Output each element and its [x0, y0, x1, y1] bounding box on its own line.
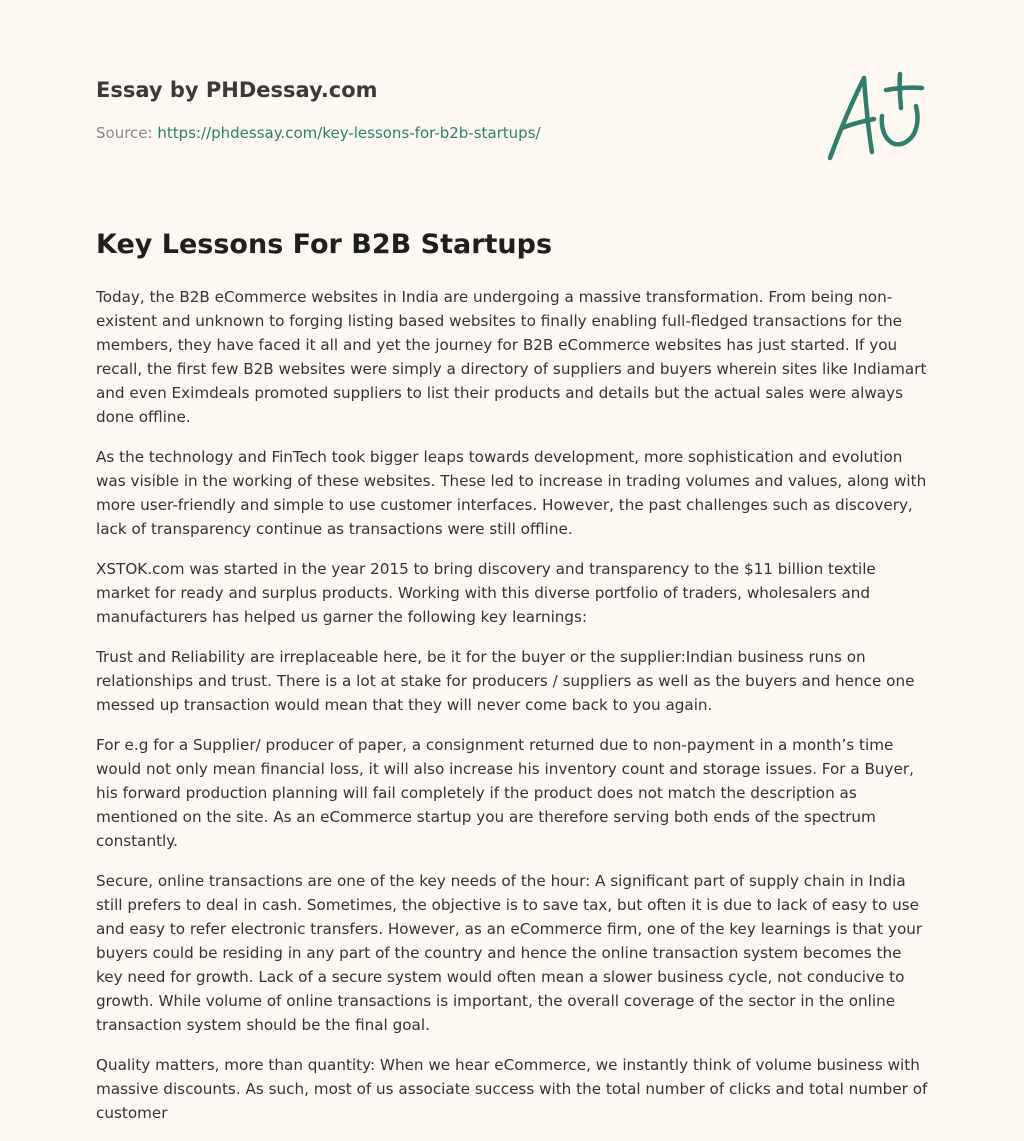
paragraph: Trust and Reliability are irreplaceable here, be it for the buyer or the supplier:Indian business runs on relationships and trust. There is a lot at stake for producers / suppliers as well as the buyers and hence one messed up transaction would mean that they will never come back to you again.	[96, 648, 915, 714]
article-body	[96, 285, 932, 1141]
paragraph: Today, the B2B eCommerce websites in India are undergoing a massive transformation. From being non-existent and unknown to forging listing based websites to finally enabling full-fledged transactions for the members, they have faced it all and yet the journey for B2B eCommerce websites has just started. If you recall, the first few B2B websites were simply a directory of suppliers and buyers wherein sites like Indiamart and even Eximdeals promoted suppliers to list their products and details but the actual sales were always done offline.	[96, 288, 927, 426]
brand-title: Essay by PHDessay.com	[96, 78, 378, 102]
paragraph: XSTOK.com was started in the year 2015 to bring discovery and transparency to the $11 billion textile market for ready and surplus products. Working with this diverse portfolio of traders, wholesalers and manufacturers has helped us garner the following key learnings:	[96, 560, 876, 626]
article-title: Key Lessons For B2B Startups	[96, 229, 553, 260]
paragraph: For e.g for a Supplier/ producer of paper, a consignment returned due to non-payment in a month’s time would not only mean financial loss, it will also increase his inventory count and storage issues. For a Buyer, his forward production planning will fail completely if the product does not match the description as mentioned on the site. As an eCommerce startup you are therefore serving both ends of the spectrum constantly.	[96, 736, 914, 850]
source-line	[96, 124, 541, 142]
paragraph: Secure, online transactions are one of the key needs of the hour: A significant part of supply chain in India still prefers to deal in cash. Sometimes, the objective is to save tax, but often it is due to lack of easy to use and easy to refer electronic transfers. However, as an eCommerce firm, one of the key learnings is that your buyers could be residing in any part of the country and hence the online transaction system becomes the key need for growth. Lack of a secure system would often mean a slower business cycle, not conducive to growth. While volume of online transactions is important, the overall coverage of the sector in the online transaction system should be the final goal.	[96, 872, 923, 1034]
swoosh-stroke	[882, 106, 918, 144]
source-label: Source:	[96, 124, 153, 142]
a-plus-grade-icon	[820, 66, 930, 166]
plus-horizontal-stroke	[886, 88, 922, 90]
essay-header	[96, 76, 796, 142]
a-right-stroke	[864, 78, 872, 152]
paragraph: Quality matters, more than quantity: When we hear eCommerce, we instantly think of volume business with massive discounts. As such, most of us associate success with the total number of clicks and total number of customer	[96, 1056, 928, 1122]
a-plus-logo-svg	[820, 66, 930, 166]
a-left-stroke	[830, 78, 864, 158]
plus-vertical-stroke	[900, 74, 901, 108]
paragraph: As the technology and FinTech took bigger leaps towards development, more sophistication and evolution was visible in the working of these websites. These led to increase in trading volumes and values, along with more user-friendly and simple to use customer interfaces. However, the past challenges such as discovery, lack of transparency continue as transactions were still offline.	[96, 448, 927, 538]
source-link[interactable]: https://phdessay.com/key-lessons-for-b2b-startups/	[157, 124, 541, 142]
